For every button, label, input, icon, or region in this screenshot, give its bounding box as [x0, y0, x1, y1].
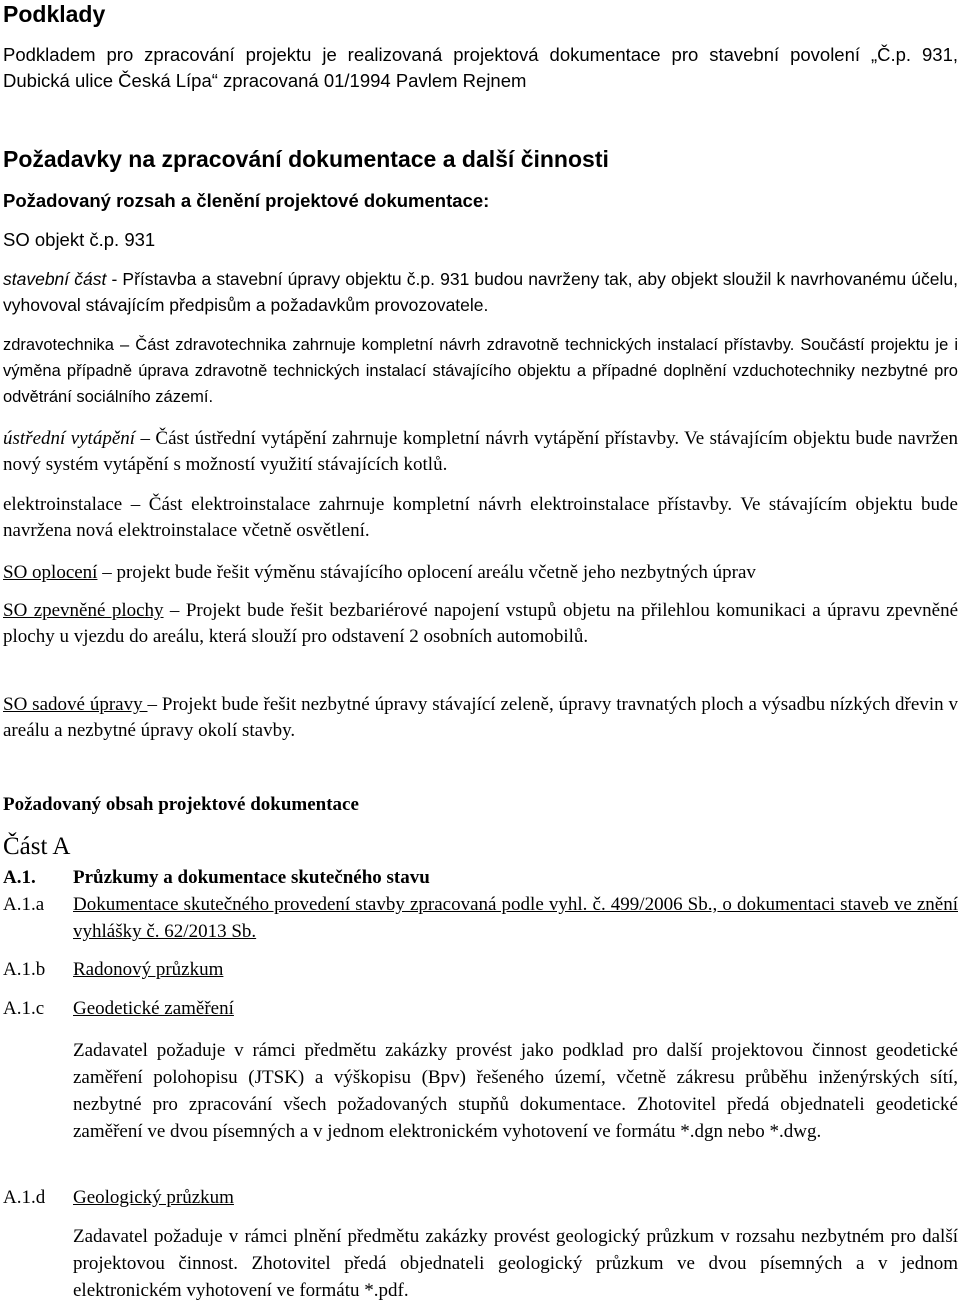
sadove-upravy-text: – Projekt bude řešit nezbytné úpravy stávající zeleně, úpravy travnatých ploch a výsadbu nízkých dřevin v areálu a nezbytné úpravy okolí stavby.	[3, 694, 958, 741]
zdravotechnika-label: zdravotechnika	[3, 336, 114, 354]
zpevnene-plochy-text: – Projekt bude řešit bezbariérové napojení vstupů objetu na přilehlou komunikaci a úpravu zpevněné plochy u vjezdu do areálu, která slouží pro odstavení 2 osobních automobilů.	[3, 600, 958, 647]
section-a1b-number: A.1.b	[3, 959, 46, 980]
vytapeni-paragraph	[3, 426, 958, 478]
heading-obsah: Požadovaný obsah projektové dokumentace	[3, 794, 359, 815]
stavebni-cast-text: - Přístavba a stavební úpravy objektu č.p. 931 budou navrženy tak, aby objekt sloužil k navrhovanému účelu, vyhovoval stávajícím předpisům a požadavkům provozovatele.	[3, 269, 958, 315]
oploceni-text: – projekt bude řešit výměnu stávajícího oplocení areálu včetně jeho nezbytných úprav	[97, 562, 756, 583]
zpevnene-plochy-label: SO zpevněné plochy	[3, 600, 164, 621]
sadove-upravy-paragraph	[3, 692, 958, 744]
section-a1c-title: Geodetické zaměření	[73, 998, 234, 1019]
subheading-rozsah: Požadovaný rozsah a členění projektové dokumentace:	[3, 190, 490, 211]
so-objekt-label: SO objekt č.p. 931	[3, 229, 156, 250]
sadove-upravy-label: SO sadové úpravy	[3, 694, 148, 715]
vytapeni-label: ústřední vytápění	[3, 428, 136, 449]
vytapeni-text: – Část ústřední vytápění zahrnuje kompletní návrh vytápění přístavby. Ve stávajícím objektu bude navržen nový systém vytápění s možností využití stávajících kotlů.	[3, 428, 959, 475]
section-a1a-number: A.1.a	[3, 894, 45, 915]
section-a1c-number: A.1.c	[3, 998, 45, 1019]
oploceni-paragraph	[3, 560, 958, 586]
podklady-paragraph: Podkladem pro zpracování projektu je realizovaná projektová dokumentace pro stavební povolení „Č.p. 931, Dubická ulice Česká Lípa“ zpracovaná 01/1994 Pavlem Rejnem	[3, 44, 958, 91]
stavebni-cast-label: stavební část	[3, 269, 107, 289]
section-a1d-number: A.1.d	[3, 1187, 46, 1208]
elektroinstalace-label: elektroinstalace	[3, 494, 123, 515]
section-a1d-title: Geologický průzkum	[73, 1187, 234, 1208]
section-a1c-text: Zadavatel požaduje v rámci předmětu zakázky provést jako podklad pro další projektovou činnost geodetické zaměření polohopisu (JTSK) a výškopisu (Bpv) řešeného území, včetně zákresu průběhu inženýrských sítí, nezbytné pro zpracování všech požadovaných stupňů dokumentace. Zhotovitel předá objednateli geodetické zaměření ve dvou písemných a v jednom elektronickém vyhotovení ve formátu *.dgn nebo *.dwg.	[73, 1040, 958, 1142]
zdravotechnika-text: – Část zdravotechnika zahrnuje kompletní návrh zdravotně technických instalací přístavby. Součástí projektu je i výměna případně úprava zdravotně technických instalací stávajícího objektu a případné doplnění vzduchotechniky nezbytné pro odvětrání sociálního zázemí.	[3, 336, 958, 406]
heading-cast-a: Část A	[3, 833, 71, 860]
elektroinstalace-paragraph	[3, 492, 958, 544]
zpevnene-plochy-paragraph	[3, 598, 958, 650]
section-a1a	[3, 891, 958, 947]
section-a1b-title: Radonový průzkum	[73, 959, 224, 980]
zdravotechnika-paragraph	[3, 332, 958, 410]
heading-podklady: Podklady	[3, 1, 106, 27]
heading-pozadavky: Požadavky na zpracování dokumentace a další činnosti	[3, 146, 609, 172]
stavebni-cast-paragraph	[3, 266, 958, 318]
section-a1d-text: Zadavatel požaduje v rámci plnění předmětu zakázky provést geologický průzkum v rozsahu nezbytném pro další projektovou činnost. Zhotovitel předá objednateli geologický průzkum ve dvou písemných a v jednom elektronickém vyhotovení ve formátu *.pdf.	[73, 1226, 958, 1301]
section-a1a-title: Dokumentace skutečného provedení stavby zpracovaná podle vyhl. č. 499/2006 Sb., o dokumentaci staveb ve znění vyhlášky č. 62/2013 Sb.	[73, 894, 958, 942]
section-a1-number: A.1.	[3, 867, 36, 888]
elektroinstalace-text: – Část elektroinstalace zahrnuje kompletní návrh elektroinstalace přístavby. Ve stávajícím objektu bude navržena nová elektroinstalace včetně osvětlení.	[3, 494, 958, 541]
section-a1-title: Průzkumy a dokumentace skutečného stavu	[73, 867, 430, 888]
oploceni-label: SO oplocení	[3, 562, 98, 583]
